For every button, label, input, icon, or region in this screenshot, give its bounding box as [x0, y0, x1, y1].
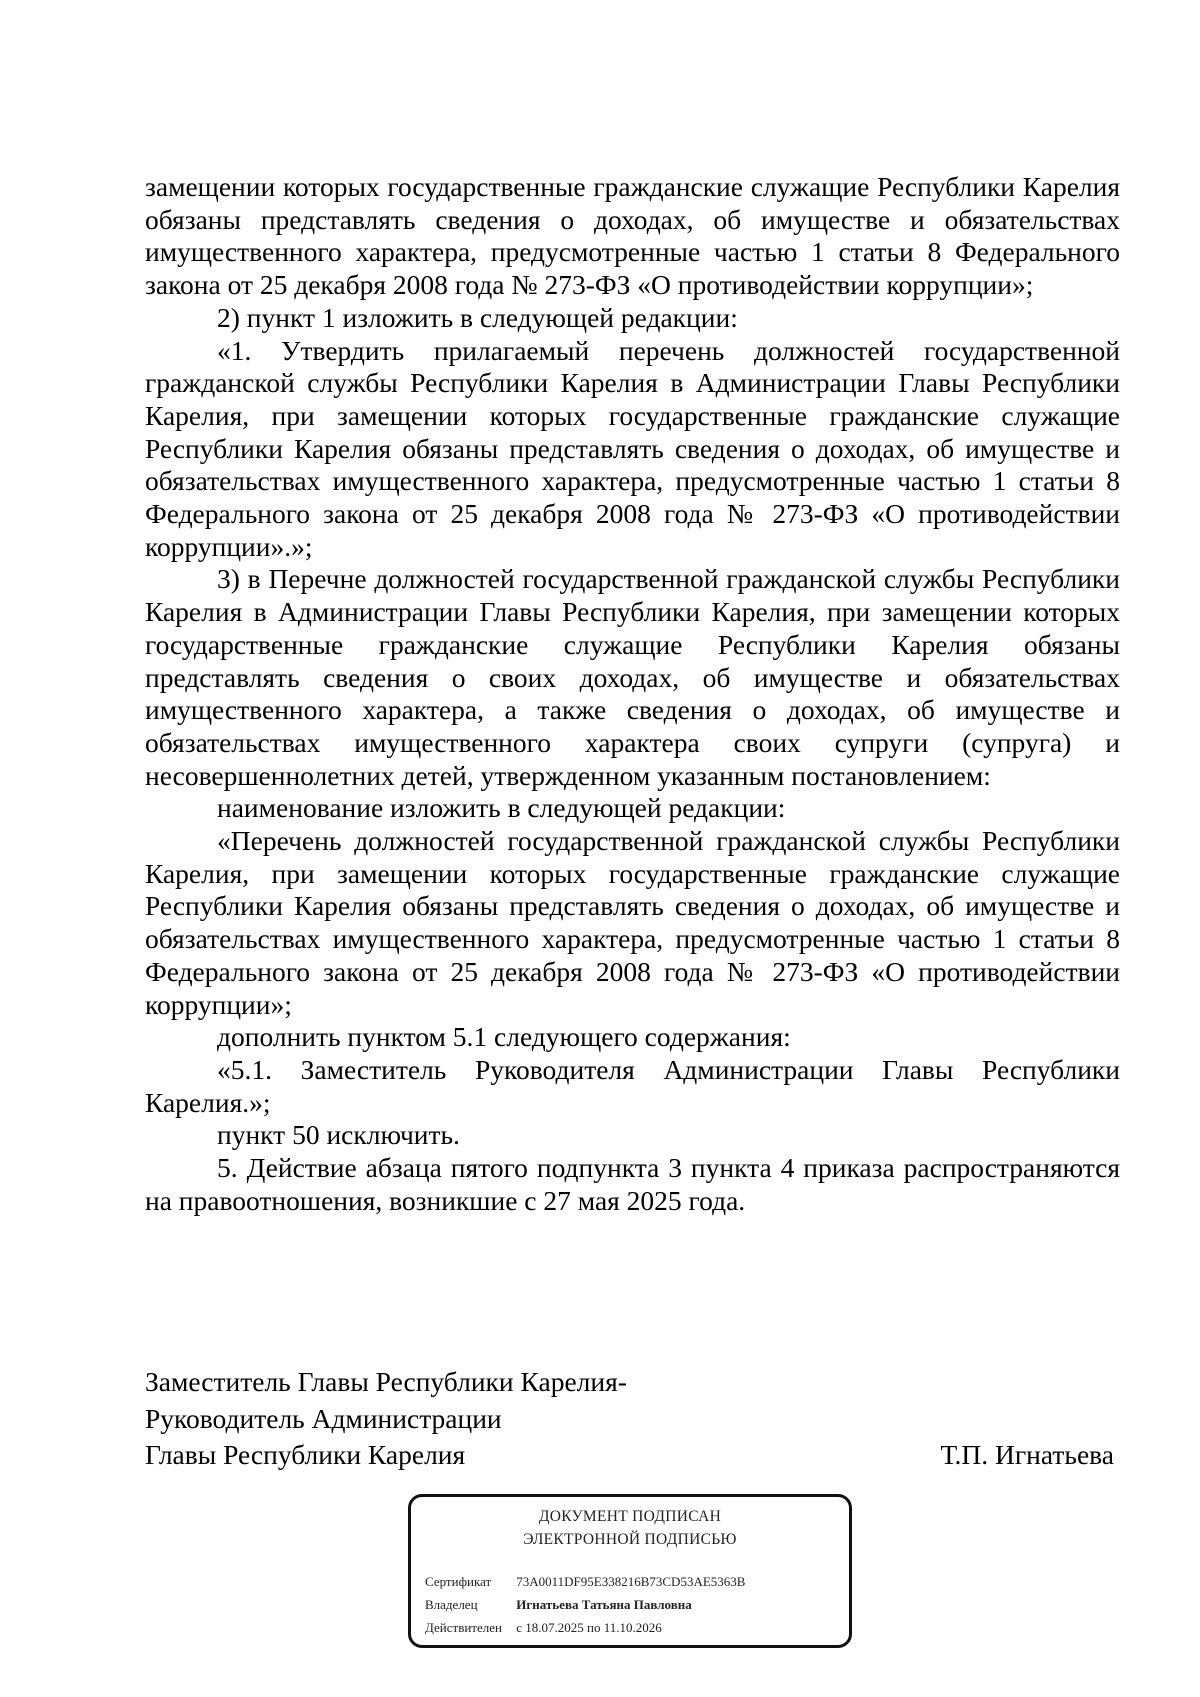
stamp-validity-label: Действителен [425, 1620, 502, 1635]
stamp-validity-row [425, 1620, 662, 1636]
signatory-name: Т.П. Игнатьева [940, 1439, 1114, 1470]
stamp-title-line-2: ЭЛЕКТРОННОЙ ПОДПИСЬЮ [523, 1531, 737, 1548]
stamp-owner-row [425, 1597, 692, 1613]
paragraph-title-instruction: наименование изложить в следующей редакции: [217, 792, 786, 824]
stamp-title [411, 1505, 849, 1551]
paragraph-item-3: 3) в Перечне должностей государственной гражданской службы Республики Карелия в Администрации Главы Республики Карелия, при замещении которых государственные гражданские служащие Республики Карелия обязаны представлять сведения о своих доходах, об имуществе и обязательствах имущественного характера, а также сведения о доходах, об имуществе и обязательствах имущественного характера своих супруги (супруга) и несовершеннолетних детей, утвержденном указанным постановлением: [145, 563, 1120, 791]
stamp-certificate-row [425, 1574, 745, 1590]
signature-block [145, 1364, 1120, 1474]
paragraph-quoted-title: «Перечень должностей государственной гражданской службы Республики Карелия, при замещении которых государственные гражданские служащие Республики Карелия обязаны представлять сведения о доходах, об имуществе и обязательствах имущественного характера, предусмотренные частью 1 статьи 8 Федерального закона от 25 декабря 2008 года № 273-ФЗ «О противодействии коррупции»; [145, 825, 1120, 1020]
stamp-owner-value: Игнатьева Татьяна Павловна [516, 1597, 692, 1612]
electronic-signature-stamp [408, 1494, 852, 1648]
signatory-position-line-3: Главы Республики Карелия [145, 1439, 466, 1470]
stamp-certificate-label: Сертификат [425, 1574, 492, 1589]
paragraph-item-2: 2) пункт 1 изложить в следующей редакции: [217, 301, 738, 333]
signatory-position-line-1: Заместитель Главы Республики Карелия- [145, 1366, 627, 1397]
stamp-validity-value: с 18.07.2025 по 11.10.2026 [516, 1620, 662, 1635]
paragraph-add-item-instruction: дополнить пунктом 5.1 следующего содержания: [217, 1021, 791, 1053]
document-body [145, 171, 1120, 1218]
paragraph-exclude-item-50: пункт 50 исключить. [217, 1119, 460, 1151]
paragraph-quoted-item-1: «1. Утвердить прилагаемый перечень должностей государственной гражданской службы Республики Карелия в Администрации Главы Республики Карелия, при замещении которых государственные гражданские служащие Республики Карелия обязаны представлять сведения о доходах, об имуществе и обязательствах имущественного характера, предусмотренные частью 1 статьи 8 Федерального закона от 25 декабря 2008 года № 273-ФЗ «О противодействии коррупции».»; [145, 334, 1120, 562]
stamp-owner-label: Владелец [425, 1597, 478, 1612]
stamp-certificate-value: 73A0011DF95E338216B73CD53AE5363B [516, 1574, 746, 1589]
paragraph-continuation: замещении которых государственные гражданские служащие Республики Карелия обязаны представлять сведения о доходах, об имуществе и обязательствах имущественного характера, предусмотренные частью 1 статьи 8 Федерального закона от 25 декабря 2008 года № 273-ФЗ «О противодействии коррупции»; [145, 171, 1120, 301]
signatory-position-line-2: Руководитель Администрации [145, 1402, 502, 1434]
paragraph-quoted-item-5-1: «5.1. Заместитель Руководителя Администрации Главы Республики Карелия.»; [145, 1053, 1120, 1118]
stamp-title-line-1: ДОКУМЕНТ ПОДПИСАН [538, 1508, 722, 1525]
paragraph-item-5: 5. Действие абзаца пятого подпункта 3 пункта 4 приказа распространяются на правоотношения, возникшие с 27 мая 2025 года. [145, 1152, 1120, 1216]
